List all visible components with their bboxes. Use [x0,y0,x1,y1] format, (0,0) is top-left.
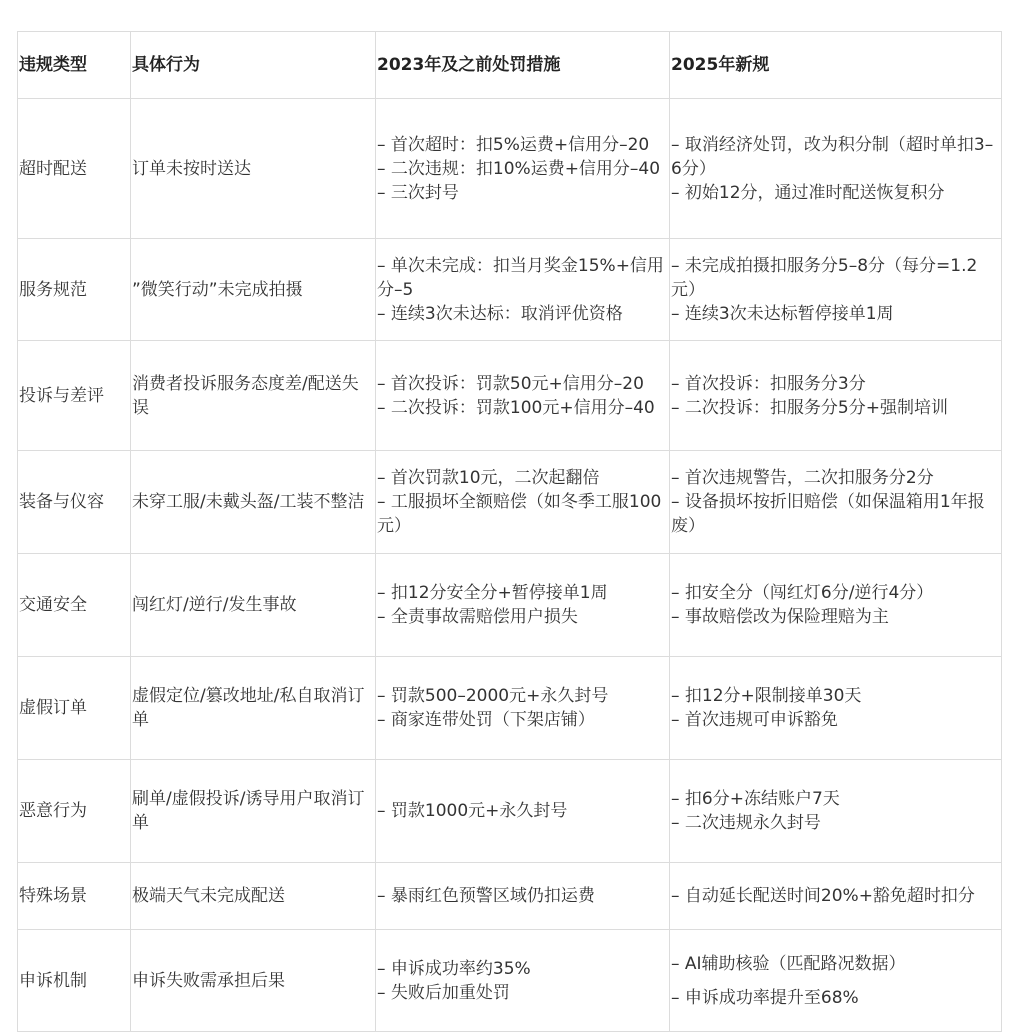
behavior-cell: ”微笑行动”未完成拍摄 [131,239,376,341]
old-penalty-line: – 全责事故需赔偿用户损失 [377,607,578,627]
new-rule-cell [670,451,1002,554]
old-penalty-line: – 二次违规：扣10%运费+信用分–40 [377,158,661,179]
new-rule-cell [670,760,1002,863]
table-row [18,760,1002,863]
new-rule-cell [670,863,1002,930]
new-rule-cell [670,930,1002,1032]
violation-type-cell: 恶意行为 [18,760,131,863]
old-penalty-line: – 申诉成功率约35% [377,958,531,979]
old-penalty-line: – 失败后加重处罚 [377,982,510,1003]
new-rule-line: – 设备损坏按折旧赔偿（如保温箱用1年报废） [671,492,985,536]
behavior-cell: 消费者投诉服务态度差/配送失误 [131,341,376,451]
table-row [18,99,1002,239]
violation-type-cell: 交通安全 [18,554,131,657]
new-rule-line: – 初始12分，通过准时配送恢复积分 [671,182,945,203]
violation-type-cell: 投诉与差评 [18,341,131,451]
table-row [18,341,1002,451]
old-penalty-cell [376,657,670,760]
header-specific-behavior: 具体行为 [131,32,376,99]
violation-type-cell: 特殊场景 [18,863,131,930]
new-rule-cell [670,657,1002,760]
new-rule-cell [670,341,1002,451]
old-penalty-cell [376,930,670,1032]
table-row [18,554,1002,657]
old-penalty-line: – 单次未完成：扣当月奖金15%+信用分–5 [377,255,664,300]
old-penalty-line: – 连续3次未达标：取消评优资格 [377,303,623,324]
old-penalty-line: – 商家连带处罚（下架店铺） [377,710,595,730]
new-rule-line: – AI辅助核验（匹配路况数据） [671,953,906,974]
behavior-cell: 订单未按时送达 [131,99,376,239]
old-penalty-line: – 罚款1000元+永久封号 [377,801,568,821]
header-violation-type: 违规类型 [18,32,131,99]
behavior-cell: 虚假定位/篡改地址/私自取消订单 [131,657,376,760]
old-penalty-cell [376,760,670,863]
new-rule-line: – 取消经济处罚，改为积分制（超时单扣3–6分） [671,134,994,179]
violation-type-cell: 装备与仪容 [18,451,131,554]
old-penalty-cell [376,451,670,554]
violation-type-cell: 超时配送 [18,99,131,239]
old-penalty-line: – 工服损坏全额赔偿（如冬季工服100元） [377,492,662,536]
new-rule-line: – 扣12分+限制接单30天 [671,686,862,706]
old-penalty-cell [376,99,670,239]
new-rule-line: – 连续3次未达标暂停接单1周 [671,303,894,324]
new-rule-line: – 扣安全分（闯红灯6分/逆行4分） [671,583,934,603]
table-row [18,657,1002,760]
violation-type-cell: 服务规范 [18,239,131,341]
old-penalty-cell [376,341,670,451]
table-row [18,863,1002,930]
table-row [18,930,1002,1032]
old-penalty-line: – 首次投诉：罚款50元+信用分–20 [377,373,644,394]
violation-type-cell: 虚假订单 [18,657,131,760]
behavior-cell: 刷单/虚假投诉/诱导用户取消订单 [131,760,376,863]
old-penalty-cell [376,863,670,930]
new-rule-line: – 二次违规永久封号 [671,813,821,833]
new-rule-cell [670,99,1002,239]
new-rule-line: – 首次违规可申诉豁免 [671,710,838,730]
behavior-cell: 闯红灯/逆行/发生事故 [131,554,376,657]
old-penalty-cell [376,554,670,657]
old-penalty-line: – 首次超时：扣5%运费+信用分–20 [377,134,650,155]
behavior-cell: 申诉失败需承担后果 [131,930,376,1032]
new-rule-cell [670,239,1002,341]
old-penalty-line: – 扣12分安全分+暂停接单1周 [377,583,608,603]
behavior-cell: 极端天气未完成配送 [131,863,376,930]
header-new-rule: 2025年新规 [670,32,1002,99]
new-rule-line: – 事故赔偿改为保险理赔为主 [671,607,889,627]
new-rule-line: – 申诉成功率提升至68% [671,987,859,1008]
old-penalty-line: – 二次投诉：罚款100元+信用分–40 [377,397,655,418]
new-rule-line: – 二次投诉：扣服务分5分+强制培训 [671,397,948,418]
old-penalty-line: – 三次封号 [377,182,459,203]
table-row [18,239,1002,341]
old-penalty-line: – 首次罚款10元，二次起翻倍 [377,468,600,488]
header-old-penalty: 2023年及之前处罚措施 [376,32,670,99]
old-penalty-line: – 罚款500–2000元+永久封号 [377,686,609,706]
new-rule-line: – 未完成拍摄扣服务分5–8分（每分=1.2元） [671,255,978,300]
violation-type-cell: 申诉机制 [18,930,131,1032]
header-row [18,32,1002,99]
new-rule-line: – 首次投诉：扣服务分3分 [671,373,866,394]
penalty-comparison-table [17,31,1002,1032]
new-rule-line: – 首次违规警告，二次扣服务分2分 [671,468,934,488]
new-rule-line: – 扣6分+冻结账户7天 [671,789,840,809]
old-penalty-cell [376,239,670,341]
new-rule-cell [670,554,1002,657]
old-penalty-line: – 暴雨红色预警区域仍扣运费 [377,886,595,906]
new-rule-line: – 自动延长配送时间20%+豁免超时扣分 [671,886,975,906]
table-row [18,451,1002,554]
behavior-cell: 未穿工服/未戴头盔/工装不整洁 [131,451,376,554]
